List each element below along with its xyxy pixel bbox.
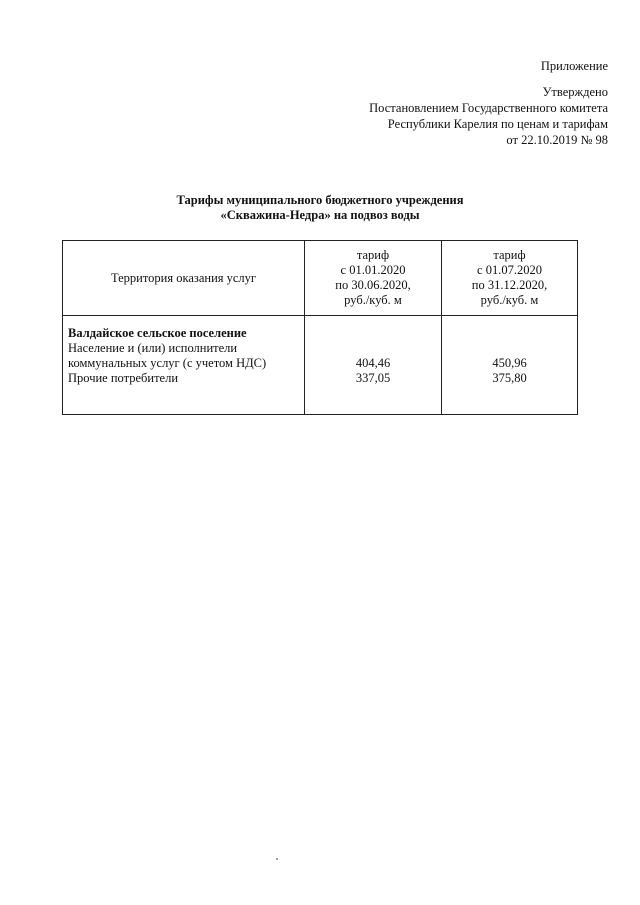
header-tariff-1: тариф с 01.01.2020 по 30.06.2020, руб./куб. м bbox=[305, 241, 442, 316]
header-territory: Территория оказания услуг bbox=[63, 241, 305, 316]
table-row bbox=[63, 316, 578, 415]
consumer-line: Прочие потребители bbox=[68, 371, 179, 385]
tariff-1-value-other: 337,05 bbox=[355, 371, 391, 385]
tariff-2-value-other: 375,80 bbox=[492, 371, 527, 385]
header-tariff-2: тариф с 01.07.2020 по 31.12.2020, руб./куб. м bbox=[442, 241, 578, 316]
tariffs-table bbox=[62, 240, 578, 415]
scan-speck bbox=[276, 858, 278, 860]
approval-header bbox=[369, 58, 608, 148]
approved-by-line-1: Постановлением Государственного комитета bbox=[369, 101, 608, 115]
tariff-1-value-population: 404,46 bbox=[355, 356, 391, 370]
title-line-1: Тарифы муниципального бюджетного учреждения bbox=[176, 193, 464, 207]
document-title bbox=[0, 193, 640, 223]
table-header-row bbox=[63, 241, 578, 316]
territory-name: Валдайское сельское поселение bbox=[68, 326, 247, 340]
territory-cell bbox=[63, 316, 305, 415]
tariff-2-value-population: 450,96 bbox=[492, 356, 527, 370]
tariff-1-cell bbox=[305, 316, 442, 415]
tariff-2-cell bbox=[442, 316, 578, 415]
title-line-2: «Скважина-Недра» на подвоз воды bbox=[220, 208, 420, 222]
approved-by-line-2: Республики Карелия по ценам и тарифам bbox=[387, 117, 608, 131]
consumer-line: Население и (или) исполнители bbox=[68, 341, 238, 355]
resolution-date-number: от 22.10.2019 № 98 bbox=[506, 133, 608, 147]
consumer-line: коммунальных услуг (с учетом НДС) bbox=[68, 356, 267, 370]
approved-label: Утверждено bbox=[542, 85, 608, 99]
appendix-label: Приложение bbox=[540, 59, 608, 73]
